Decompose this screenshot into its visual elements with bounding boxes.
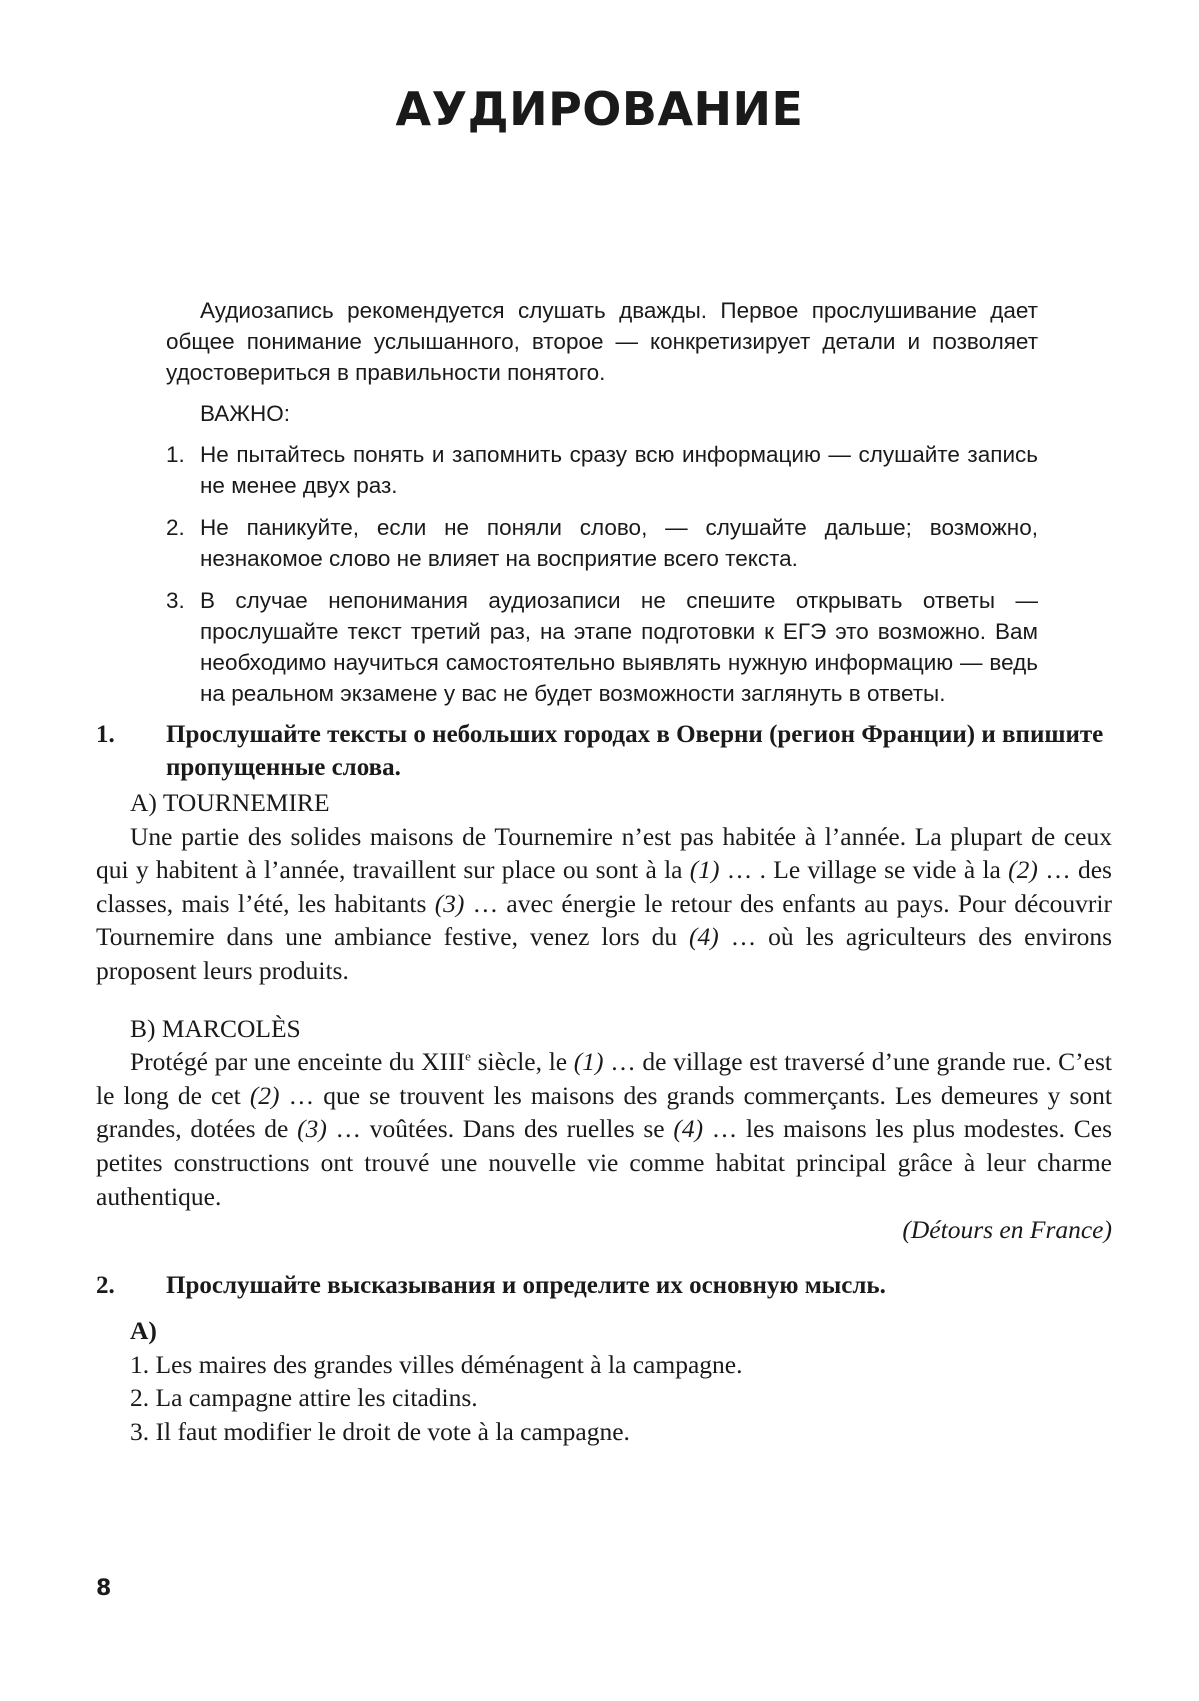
intro-paragraph: Аудиозапись рекомендуется слушать дважды. Первое прослушивание дает общее понимание услышанного, второе — конкретизирует детали и позволяет удостовериться в правильности понятого.	[166, 298, 1038, 385]
task-1-heading	[96, 718, 1112, 784]
task-instruction: Прослушайте высказывания и определите их основную мысль.	[166, 1272, 886, 1299]
text-a-title: A) TOURNEMIRE	[130, 788, 330, 817]
task-number: 1.	[96, 721, 115, 748]
tip-text: В случае непонимания аудиозаписи не спешите открывать ответы — прослушайте текст третий раз, на этапе подготовки к ЕГЭ это возможно. Вам необходимо научиться самостоятельно выявлять нужную информацию — ведь на реальном экзамене у вас не будет возможности заглянуть в ответы.	[200, 588, 1038, 706]
tips-list	[166, 439, 1038, 709]
intro-section	[166, 295, 1038, 720]
option-group-label: A)	[130, 1316, 157, 1345]
task-1	[96, 718, 1112, 1247]
text-fragment: … que se trouvent les maisons des grands commerçants. Les demeures y sont grandes, dotées de	[96, 1080, 1112, 1144]
task-2-heading	[96, 1269, 1112, 1302]
task-number: 2.	[96, 1272, 115, 1299]
text-fragment: … avec énergie le retour des enfants au pays. Pour découvrir Tournemire dans une ambiance festive, venez lors du	[96, 888, 1112, 952]
task-instruction: Прослушайте тексты о небольших городах в Оверни (регион Франции) и впишите пропущенные слова.	[166, 721, 1104, 781]
tip-number: 3.	[166, 588, 185, 613]
text-fragment: … des classes, mais l’été, les habitants	[96, 855, 1112, 918]
text-fragment: Protégé par une enceinte du XIII	[130, 1047, 466, 1077]
tip-text: Не пытайтесь понять и запомнить сразу всю информацию — слушайте запись не менее двух раз.	[200, 442, 1038, 498]
gap-marker: (4)	[689, 922, 719, 952]
text-fragment: siècle, le	[470, 1047, 574, 1077]
gap-marker: (2)	[249, 1080, 280, 1110]
gap-marker: (1)	[573, 1047, 604, 1077]
gap-marker: (1)	[689, 855, 720, 885]
tip-text: Не паникуйте, если не поняли слово, — слушайте дальше; возможно, незнакомое слово не влияет на восприятие всего текста.	[200, 515, 1038, 571]
text-a	[96, 786, 1112, 988]
page-title: АУДИРОВАНИЕ	[395, 82, 804, 136]
tip-number: 1.	[166, 442, 185, 467]
option-item: 3. Il faut modifier le droit de vote à la campagne.	[130, 1416, 630, 1446]
gap-marker: (2)	[1008, 855, 1038, 885]
tip-item	[166, 585, 1038, 709]
task-2	[96, 1269, 1112, 1448]
text-a-body	[96, 820, 1112, 988]
page-number: 8	[96, 1576, 112, 1601]
text-fragment: … où les agriculteurs des environs proposent leurs produits.	[96, 922, 1112, 985]
task-2-options	[96, 1314, 1112, 1448]
text-fragment: Une partie des solides maisons de Tournemire n’est pas habitée à l’année. La plupart de ceux qui y habitent à l’année, travaillent sur place ou sont à la	[96, 821, 1112, 885]
option-item: 1. Les maires des grandes villes déménagent à la campagne.	[130, 1349, 743, 1379]
gap-marker: (3)	[297, 1114, 327, 1144]
superscript: e	[465, 1048, 471, 1064]
text-fragment: … . Le village se vide à la	[719, 855, 1009, 885]
text-fragment: … les maisons les plus modestes. Ces petites constructions ont trouvé une nouvelle vie comme habitat principal grâce à leur charme authentique.	[96, 1114, 1112, 1211]
text-b-title: B) MARCOLÈS	[130, 1013, 301, 1043]
gap-marker: (3)	[434, 888, 465, 918]
tip-number: 2.	[166, 515, 185, 540]
option-item: 2. La campagne attire les citadins.	[130, 1383, 478, 1413]
text-b	[96, 1012, 1112, 1247]
tip-item	[166, 512, 1038, 574]
text-b-body	[96, 1045, 1112, 1213]
text-fragment: … de village est traversé d’une grande rue. C’est le long de cet	[96, 1047, 1112, 1110]
text-fragment: … voûtées. Dans des ruelles se	[326, 1114, 674, 1144]
important-label: ВАЖНО:	[200, 401, 291, 426]
gap-marker: (4)	[673, 1114, 704, 1144]
source-citation: (Détours en France)	[902, 1215, 1112, 1245]
tip-item	[166, 439, 1038, 501]
